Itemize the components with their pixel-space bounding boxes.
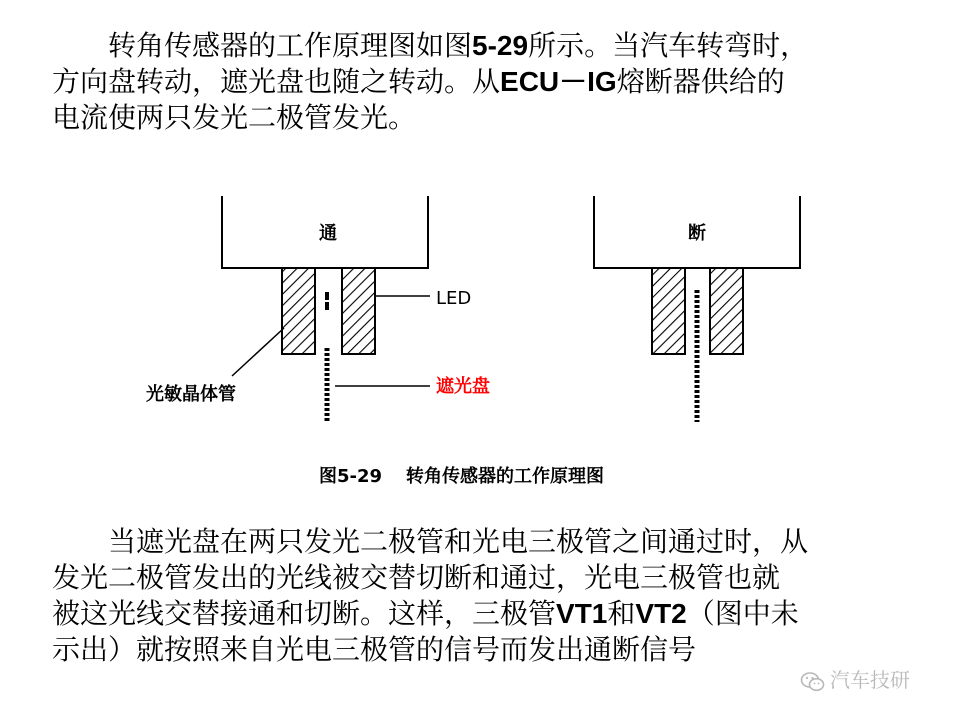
left-light-beam: [325, 292, 329, 310]
right-led-block: [710, 268, 743, 354]
right-diagram-off: [594, 196, 800, 422]
figure-caption: [319, 462, 604, 488]
explanation-line-3: 被这光线交替接通和切断。这样，三极管VT1和VT2（图中未: [52, 597, 799, 630]
intro-line-3: 电流使两只发光二极管发光。: [52, 101, 417, 134]
phototransistor-label: 光敏晶体管: [146, 384, 236, 405]
left-led-block: [342, 268, 375, 354]
intro-line-2: 方向盘转动，遮光盘也随之转动。从ECU－IG熔断器供给的: [52, 65, 785, 98]
wechat-icon: [800, 669, 826, 695]
led-label: LED: [436, 288, 472, 309]
intro-line-1: 转角传感器的工作原理图如图5-29所示。当汽车转弯时，: [108, 29, 809, 62]
watermark: [800, 664, 910, 695]
right-title-off: 断: [688, 223, 706, 244]
caption-number: 图5-29: [319, 466, 383, 487]
explanation-paragraph: [52, 524, 932, 668]
caption-text: 转角传感器的工作原理图: [406, 466, 605, 487]
phototransistor-leader-line: [232, 328, 284, 376]
vt1-ref: VT1: [556, 598, 608, 629]
figure-ref: 5-29: [472, 30, 529, 61]
sensor-diagram: [0, 180, 960, 450]
ecu-ig-ref: ECU－IG: [500, 66, 617, 97]
shutter-label: 遮光盘: [436, 376, 490, 397]
vt2-ref: VT2: [635, 598, 687, 629]
watermark-text: 汽车技研: [830, 668, 910, 692]
explanation-line-2: 发光二极管发出的光线被交替切断和通过，光电三极管也就: [52, 561, 781, 594]
left-diagram-on: [146, 196, 490, 422]
right-phototransistor-block: [652, 268, 685, 354]
left-phototransistor-block: [282, 268, 315, 354]
intro-paragraph: [52, 28, 932, 136]
left-title-on: 通: [319, 223, 337, 244]
explanation-line-4: 示出）就按照来自光电三极管的信号而发出通断信号: [52, 633, 697, 666]
explanation-line-1: 当遮光盘在两只发光二极管和光电三极管之间通过时，从: [108, 525, 809, 558]
